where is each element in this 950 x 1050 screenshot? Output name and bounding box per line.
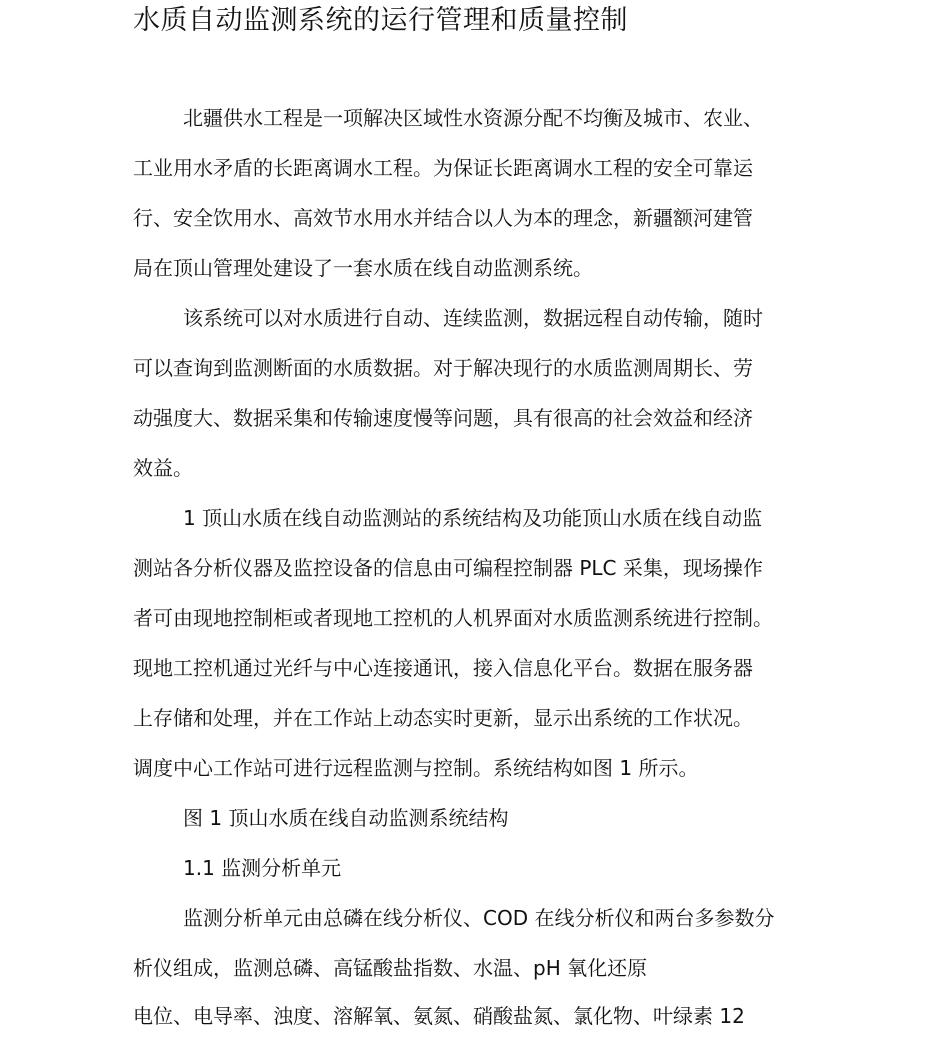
text-line: 可以查询到监测断面的水质数据。对于解决现行的水质监测周期长、劳 xyxy=(133,356,753,380)
text-line: 行、安全饮用水、高效节水用水并结合以人为本的理念，新疆额河建管 xyxy=(133,206,753,230)
section-heading: 1.1 监测分析单元 xyxy=(183,856,342,880)
text-line: 调度中心工作站可进行远程监测与控制。系统结构如图 1 所示。 xyxy=(133,756,699,780)
text-line: 上存储和处理，并在工作站上动态实时更新，显示出系统的工作状况。 xyxy=(133,706,753,730)
text-line: 效益。 xyxy=(133,456,193,480)
text-line: 者可由现地控制柜或者现地工控机的人机界面对水质监测系统进行控制。 xyxy=(133,606,773,630)
text-line: 北疆供水工程是一项解决区域性水资源分配不均衡及城市、农业、 xyxy=(183,106,763,130)
text-line: 监测分析单元由总磷在线分析仪、COD 在线分析仪和两台多参数分 xyxy=(183,906,775,930)
figure-caption: 图 1 顶山水质在线自动监测系统结构 xyxy=(183,806,509,830)
text-line: 工业用水矛盾的长距离调水工程。为保证长距离调水工程的安全可靠运 xyxy=(133,156,753,180)
text-line: 1 顶山水质在线自动监测站的系统结构及功能顶山水质在线自动监 xyxy=(183,506,763,530)
text-line: 动强度大、数据采集和传输速度慢等问题，具有很高的社会效益和经济 xyxy=(133,406,753,430)
text-line: 现地工控机通过光纤与中心连接通讯，接入信息化平台。数据在服务器 xyxy=(133,656,753,680)
text-line: 析仪组成，监测总磷、高锰酸盐指数、水温、pH 氧化还原 xyxy=(133,956,648,980)
document-title: 水质自动监测系统的运行管理和质量控制 xyxy=(133,5,628,36)
text-line: 该系统可以对水质进行自动、连续监测，数据远程自动传输，随时 xyxy=(183,306,763,330)
text-line: 局在顶山管理处建设了一套水质在线自动监测系统。 xyxy=(133,256,593,280)
text-line: 测站各分析仪器及监控设备的信息由可编程控制器 PLC 采集，现场操作 xyxy=(133,556,763,580)
text-line: 电位、电导率、浊度、溶解氧、氨氮、硝酸盐氮、氯化物、叶绿素 12 xyxy=(133,1004,745,1028)
